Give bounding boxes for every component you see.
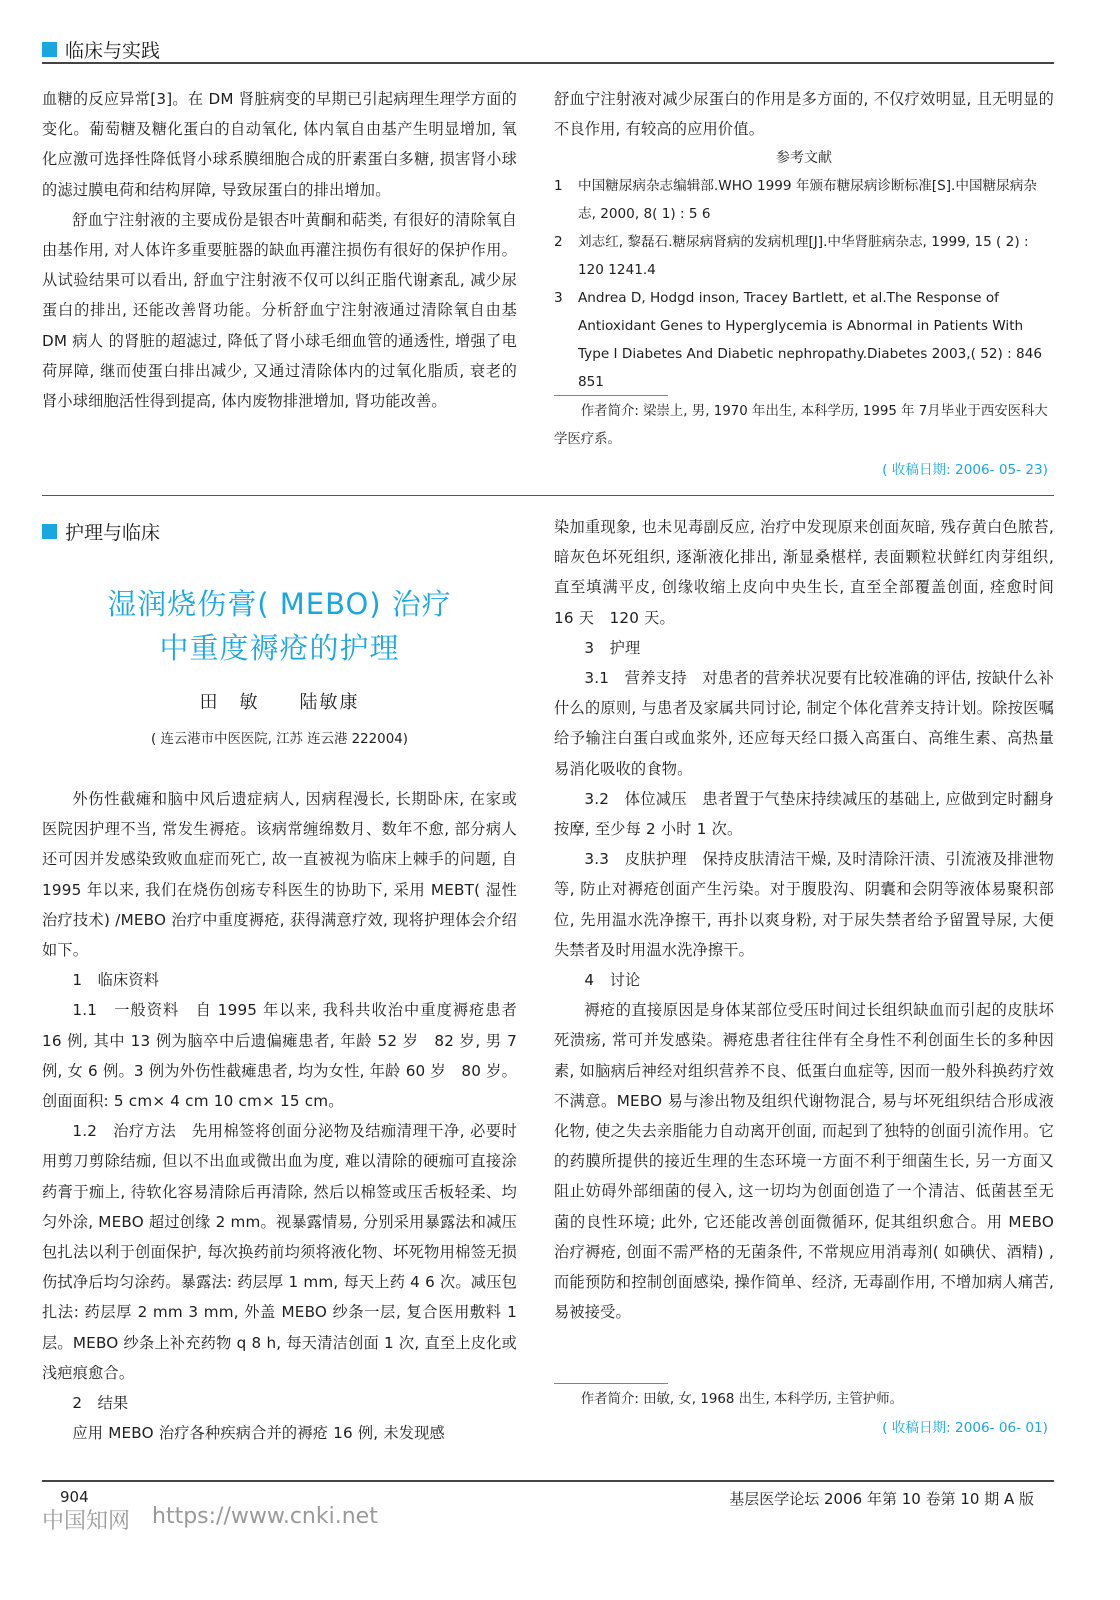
reference-list: [554, 172, 1054, 396]
bottom-received-date: ( 收稿日期: 2006- 06- 01): [882, 1420, 1048, 1436]
top-received-date: ( 收稿日期: 2006- 05- 23): [882, 462, 1048, 478]
watermark-site-name: 中国知网: [42, 1509, 131, 1534]
paragraph: 血糖的反应异常[3]。在 DM 肾脏病变的早期已引起病理生理学方面的变化。葡萄糖及糖化蛋白的自动氧化, 体内氧自由基产生明显增加, 氧化应激可选择性降低肾小球系膜细胞合成的肝素蛋白多糖, 损害肾小球的滤过膜电荷和结构屏障, 导致尿蛋白的排出增加。: [42, 90, 517, 199]
reference-item: 1 中国糖尿病杂志编辑部.WHO 1999 年颁布糖尿病诊断标准[S].中国糖尿病杂志, 2000, 8( 1) : 5 6: [554, 178, 1037, 223]
footer-rule: [42, 1480, 1054, 1482]
article-divider: [42, 495, 1054, 496]
bio-separator: [554, 395, 668, 396]
paragraph: 3.2 体位减压 患者置于气垫床持续减压的基础上, 应做到定时翻身按摩, 至少每 2 小时 1 次。: [554, 789, 1054, 839]
top-author-bio: 作者简介: 梁崇上, 男, 1970 年出生, 本科学历, 1995 年 7月毕业于西安医科大学医疗系。: [554, 404, 1048, 447]
section-title: 临床与实践: [65, 40, 161, 62]
paragraph: 应用 MEBO 治疗各种疾病合并的褥疮 16 例, 未发现感: [72, 1424, 445, 1443]
cnki-watermark: [42, 1504, 378, 1535]
bottom-author-bio: 作者简介: 田敏, 女, 1968 出生, 本科学历, 主管护师。: [580, 1392, 903, 1407]
section-marker-icon: [42, 524, 57, 539]
title-line: 中重度褥疮的护理: [159, 631, 400, 665]
bottom-right-column: [554, 512, 1054, 1327]
paragraph: 褥疮的直接原因是身体某部位受压时间过长组织缺血而引起的皮肤坏死溃疡, 常可并发感染。褥疮患者往往伴有全身性不利创面生长的多种因素, 如脑病后神经对组织营养不良、低蛋白血症等, 因而一般外科换药疗效不满意。MEBO 易与渗出物及组织代谢物混合, 易与坏死组织结合形成液化物, 使之失去亲脂能力自动离开创面, 而起到了独特的创面引流作用。它的药膜所提供的接近生理的生态环境一方面不利于细菌生长, 另一方面又阻止妨碍外部细菌的侵入, 这一切均为创面创造了一个清洁、低菌甚至无菌的良性环境; 此外, 它还能改善创面微循环, 促其组织愈合。用 MEBO 治疗褥疮, 创面不需严格的无菌条件, 不常规应用消毒剂( 如碘伏、酒精) , 而能预防和控制创面感染, 操作简单、经济, 无毒副作用, 不增加病人痛苦, 易被接受。: [554, 1001, 1054, 1322]
heading-2: 2 结果: [72, 1394, 129, 1413]
bottom-section-header: [42, 518, 160, 545]
title-line: 湿润烧伤膏( MEBO) 治疗: [107, 587, 452, 621]
heading-1: 1 临床资料: [72, 971, 160, 990]
section-marker-icon: [42, 42, 57, 57]
author-affiliation: ( 连云港市中医医院, 江苏 连云港 222004): [151, 732, 408, 747]
paragraph: 1.2 治疗方法 先用棉签将创面分泌物及结痂清理干净, 必要时用剪刀剪除结痂, 但以不出血或微出血为度, 难以清除的硬痂可直接涂药膏于痂上, 待软化容易清除后再清除, 然后以棉签或压舌板轻柔、均匀外涂, MEBO 超过创缘 2 mm。视暴露情易, 分别采用暴露法和减压包扎法以利于创面保护, 每次换药前均须将液化物、坏死物用棉签无损伤拭净后均匀涂药。暴露法: 药层厚 1 mm, 每天上药 4 6 次。减压包扎法: 药层厚 2 mm 3 mm, 外盖 MEBO 纱条一层, 复合医用敷料 1 层。MEBO 纱条上补充药物 q 8 h, 每天清洁创面 1 次, 直至上皮化或浅疤痕愈合。: [42, 1122, 517, 1382]
paragraph: 1.1 一般资料 自 1995 年以来, 我科共收治中重度褥疮患者 16 例, 其中 13 例为脑卒中后遗偏瘫患者, 年龄 52 岁 82 岁, 男 7 例, 女 6 例。3 例为外伤性截瘫患者, 均为女性, 年龄 60 岁 80 岁。创面面积: 5 cm× 4 cm 10 cm× 15 cm。: [42, 1001, 517, 1111]
top-right-column: [554, 84, 1054, 396]
bottom-left-column: [42, 784, 517, 1448]
watermark-url: https://www.cnki.net: [152, 1504, 378, 1529]
reference-item: 3 Andrea D, Hodgd inson, Tracey Bartlett, et al.The Response of Antioxidant Genes to Hyperglycemia is Abnormal in Patients With Type I Diabetes And Diabetic nephropathy.Diabetes 2003,( 52) : 846 851: [554, 290, 1043, 391]
journal-citation: 基层医学论坛 2006 年第 10 卷第 10 期 A 版: [729, 1490, 1034, 1508]
bio-separator: [554, 1383, 668, 1384]
heading-3: 3 护理: [584, 638, 641, 657]
paragraph: 3.1 营养支持 对患者的营养状况要有比较准确的评估, 按缺什么补什么的原则, 与患者及家属共同讨论, 制定个体化营养支持计划。除按医嘱给予输注白蛋白或血浆外, 还应每天经口摄入高蛋白、高维生素、高热量易消化吸收的食物。: [554, 669, 1054, 778]
references-title: 参考文献: [776, 150, 832, 167]
paragraph: 3.3 皮肤护理 保持皮肤清洁干燥, 及时清除汗渍、引流液及排泄物等, 防止对褥疮创面产生污染。对于腹股沟、阴囊和会阴等液体易聚积部位, 先用温水洗净擦干, 再扑以爽身粉, 对于尿失禁者给予留置导尿, 大便失禁者及时用温水洗净擦干。: [554, 850, 1054, 959]
section-title: 护理与临床: [65, 522, 161, 544]
reference-item: 2 刘志红, 黎磊石.糖尿病肾病的发病机理[J].中华肾脏病杂志, 1999, 15 ( 2) : 120 1241.4: [554, 234, 1029, 279]
paragraph: 染加重现象, 也未见毒副反应, 治疗中发现原来创面灰暗, 残存黄白色脓苔, 暗灰色坏死组织, 逐渐液化排出, 渐显桑椹样, 表面颗粒状鲜红肉芽组织, 直至填满平皮, 创缘收缩上皮向中央生长, 直至全部覆盖创面, 痊愈时间 16 天 120 天。: [554, 518, 1054, 627]
top-left-column: [42, 84, 517, 416]
section-header: [42, 36, 160, 63]
paragraph: 外伤性截瘫和脑中风后遗症病人, 因病程漫长, 长期卧床, 在家或医院因护理不当, 常发生褥疮。该病常缠绵数月、数年不愈, 部分病人还可因并发感染致败血症而死亡, 故一直被视为临床上棘手的问题, 自 1995 年以来, 我们在烧伤创疡专科医生的协助下, 采用 MEBT( 湿性治疗技术) /MEBO 治疗中重度褥疮, 获得满意疗效, 现将护理体会介绍如下。: [42, 790, 517, 960]
article-title: [42, 582, 517, 670]
header-rule: [42, 62, 1054, 64]
article-authors: 田 敏 陆敏康: [199, 692, 360, 713]
heading-4: 4 讨论: [584, 971, 641, 990]
paragraph: 舒血宁注射液对减少尿蛋白的作用是多方面的, 不仅疗效明显, 且无明显的不良作用, 有较高的应用价值。: [554, 90, 1054, 139]
paragraph: 舒血宁注射液的主要成份是银杏叶黄酮和萜类, 有很好的清除氧自由基作用, 对人体许多重要脏器的缺血再灌注损伤有很好的保护作用。从试验结果可以看出, 舒血宁注射液不仅可以纠正脂代谢紊乱, 减少尿蛋白的排出, 还能改善肾功能。分析舒血宁注射液通过清除氧自由基 DM 病人 的肾脏的超滤过, 降低了肾小球毛细血管的通透性, 增强了电荷屏障, 继而使蛋白排出减少, 又通过清除体内的过氧化脂质, 衰老的肾小球细胞活性得到提高, 体内废物排泄增加, 肾功能改善。: [42, 210, 517, 411]
page-number: 904: [60, 1488, 89, 1506]
